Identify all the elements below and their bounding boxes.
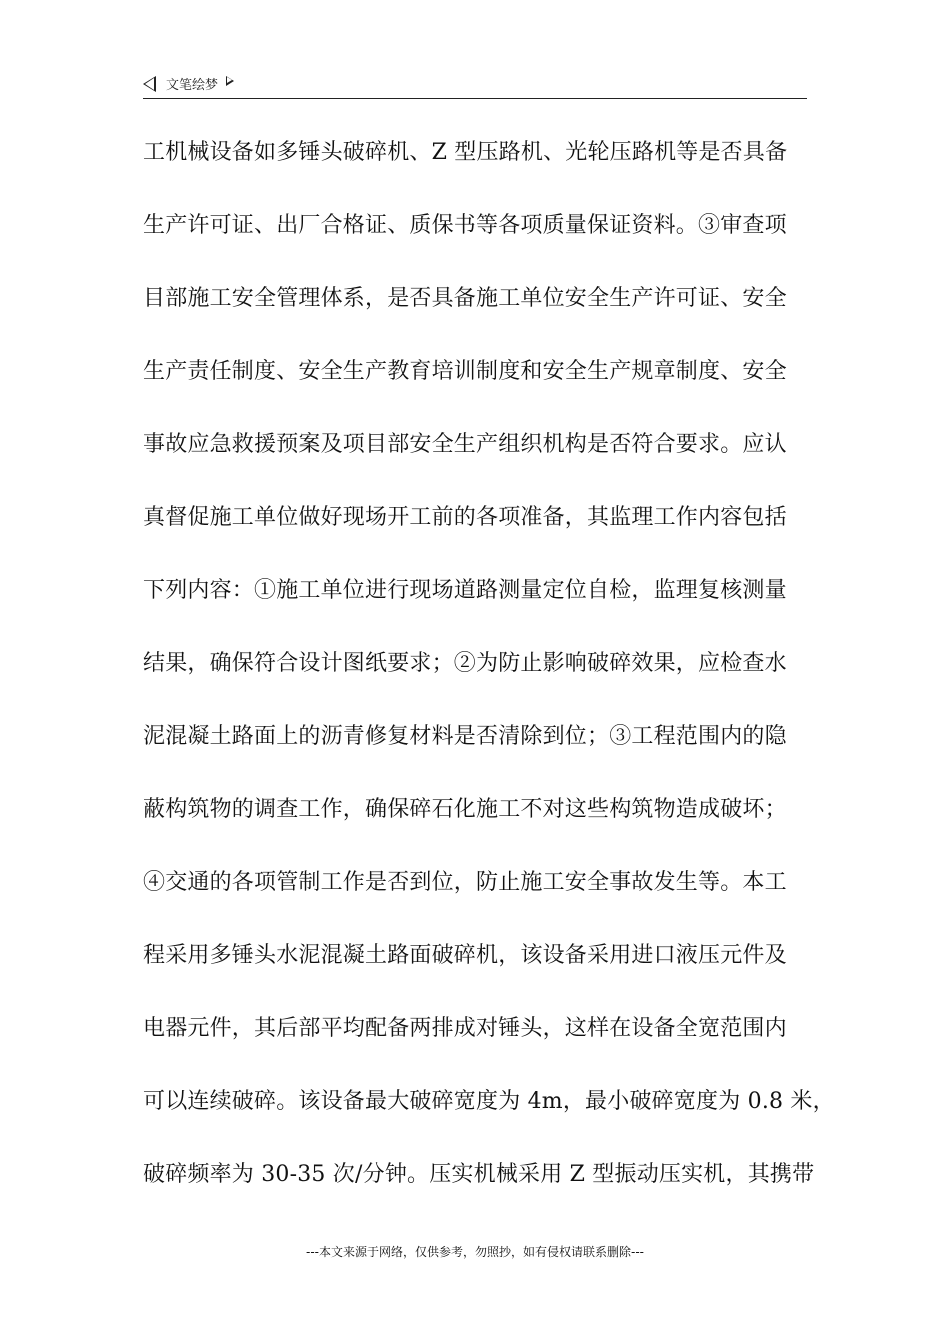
text-line: 真督促施工单位做好现场开工前的各项准备，其监理工作内容包括 <box>143 505 787 530</box>
footer-notice: ---本文来源于网络，仅供参考，勿照抄，如有侵权请联系删除--- <box>306 1245 644 1259</box>
text-line: 破碎频率为 30-35 次/分钟。压实机械采用 Z 型振动压实机，其携带 <box>143 1162 815 1187</box>
text-line: 蔽构筑物的调查工作，确保碎石化施工不对这些构筑物造成破坏； <box>143 797 787 822</box>
text-line: 事故应急救援预案及项目部安全生产组织机构是否符合要求。应认 <box>143 432 787 457</box>
brand-label: 文笔绘梦 <box>166 78 219 93</box>
text-line: 电器元件，其后部平均配备两排成对锤头，这样在设备全宽范围内 <box>143 1016 787 1041</box>
text-line: 工机械设备如多锤头破碎机、Z 型压路机、光轮压路机等是否具备 <box>143 140 788 165</box>
text-line: 可以连续破碎。该设备最大破碎宽度为 4m，最小破碎宽度为 0.8 米， <box>143 1089 835 1114</box>
text-line: 生产许可证、出厂合格证、质保书等各项质量保证资料。③审查项 <box>143 213 787 238</box>
text-line: ④交通的各项管制工作是否到位，防止施工安全事故发生等。本工 <box>143 870 787 895</box>
header-brand <box>143 74 234 93</box>
text-line: 泥混凝土路面上的沥青修复材料是否清除到位；③工程范围内的隐 <box>143 724 787 749</box>
text-line: 程采用多锤头水泥混凝土路面破碎机，该设备采用进口液压元件及 <box>143 943 787 968</box>
text-line: 下列内容：①施工单位进行现场道路测量定位自检，监理复核测量 <box>143 578 787 603</box>
document-body <box>143 128 835 1223</box>
page-header <box>143 72 807 99</box>
triangle-left-icon <box>143 76 156 92</box>
text-line: 生产责任制度、安全生产教育培训制度和安全生产规章制度、安全 <box>143 359 787 384</box>
text-line: 目部施工安全管理体系，是否具备施工单位安全生产许可证、安全 <box>143 286 787 311</box>
triangle-right-icon <box>226 76 234 86</box>
text-line: 结果，确保符合设计图纸要求；②为防止影响破碎效果，应检查水 <box>143 651 787 676</box>
